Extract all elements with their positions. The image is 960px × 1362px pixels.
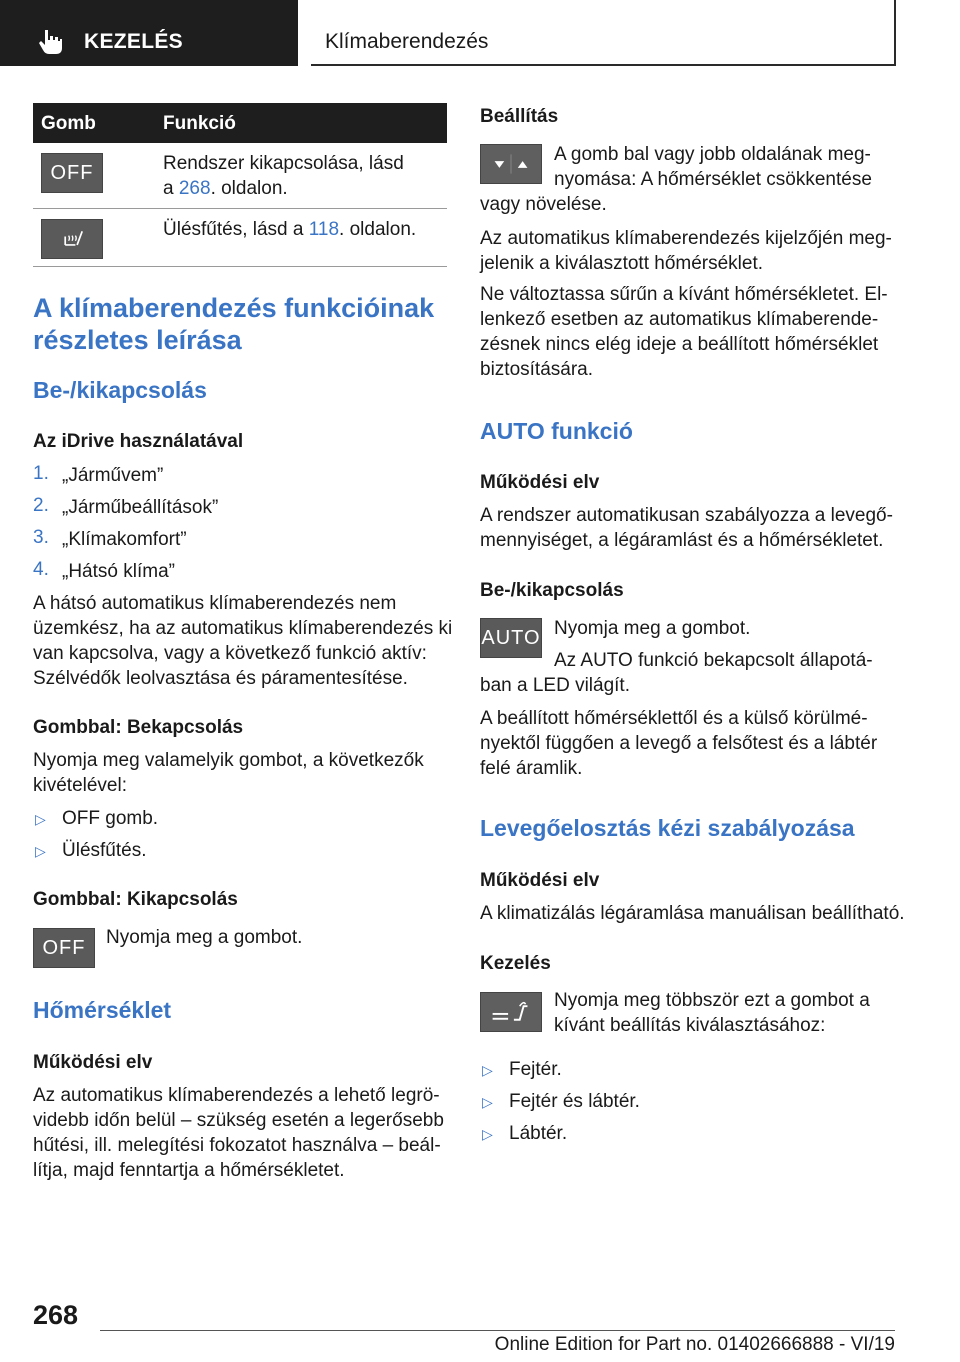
table-row	[33, 143, 447, 209]
footer-edition: Online Edition for Part no. 01402666888 - VI/19	[494, 1334, 895, 1355]
heading-idrive: Az iDrive használatával	[33, 431, 244, 452]
section-heading: A klímaberendezés funkcióinak részletes leírása	[33, 293, 435, 355]
page-link-118[interactable]: 118	[308, 219, 340, 240]
step-text: „Klímakomfort”	[62, 529, 187, 550]
step-number: 3.	[33, 527, 49, 548]
table-row	[33, 209, 447, 267]
paragraph: Az automatikus klímaberendezés kijelzőjén meg- jelenik a kiválasztott hőmérséklet.	[480, 228, 892, 274]
step-number: 1.	[33, 463, 49, 484]
hand-pointer-icon	[36, 26, 66, 56]
subheading-on-off: Be-/kikapcsolás	[33, 377, 207, 403]
off-button-image: OFF	[33, 928, 95, 968]
paragraph: A hátsó automatikus klímaberendezés nem üzemkész, ha az automatikus klímaberendezés ki van kapcsolva, vagy a következő funkció aktív: Szélvédők leolvasztása és páramentesítése.	[33, 593, 453, 689]
table-divider	[33, 266, 447, 267]
bullet-triangle-icon: ▷	[482, 1062, 493, 1078]
heading-on-off: Be-/kikapcsolás	[480, 580, 624, 601]
table-row-text: Rendszer kikapcsolása, lásd a 268. oldalon.	[163, 153, 404, 199]
bullet-triangle-icon: ▷	[482, 1094, 493, 1110]
auto-button-image: AUTO	[480, 618, 542, 658]
bullet-triangle-icon: ▷	[482, 1126, 493, 1142]
heading-setting: Beállítás	[480, 106, 559, 127]
heading-principle: Működési elv	[480, 472, 600, 493]
off-button-image: OFF	[41, 153, 103, 193]
step-text: „Hátsó klíma”	[62, 561, 175, 582]
step-number: 2.	[33, 495, 49, 516]
bullet-triangle-icon: ▷	[35, 811, 46, 827]
step-number: 4.	[33, 559, 49, 580]
setting-text: A gomb bal vagy jobb oldalának meg- nyomása: A hőmérséklet csökkentése	[554, 144, 872, 190]
distribution-text: Nyomja meg többször ezt a gombot a kívánt beállítás kiválasztásához:	[554, 990, 870, 1036]
page-number: 268	[33, 1300, 79, 1330]
heading-principle: Működési elv	[33, 1052, 153, 1073]
paragraph: A klimatizálás légáramlása manuálisan beállítható.	[480, 903, 905, 924]
paragraph: Nyomja meg valamelyik gombot, a következők kivételével:	[33, 750, 424, 796]
auto-text: Nyomja meg a gombot.	[554, 618, 751, 639]
subheading-air-distribution: Levegőelosztás kézi szabályozása	[480, 815, 855, 841]
step-text: „Járműbeállítások”	[62, 497, 219, 518]
section-title: KEZELÉS	[84, 30, 183, 53]
bullet-text: Fejtér és lábtér.	[509, 1091, 640, 1112]
paragraph: A rendszer automatikusan szabályozza a levegő- mennyiséget, a légáramlást és a hőmérsékletet.	[480, 505, 893, 551]
step-text: „Járművem”	[62, 465, 164, 486]
subheading-temperature: Hőmérséklet	[33, 997, 172, 1023]
heading-operation: Kezelés	[480, 953, 551, 974]
table-header	[33, 103, 447, 143]
bullet-text: Fejtér.	[509, 1059, 562, 1080]
table-header-button: Gomb	[41, 113, 96, 134]
chapter-title: Klímaberendezés	[325, 30, 489, 53]
temp-rocker-icon	[480, 144, 542, 184]
auto-text: Az AUTO funkció bekapcsolt állapotá-	[554, 650, 873, 671]
header-chapter-box	[311, 0, 896, 66]
subheading-auto: AUTO funkció	[480, 418, 633, 444]
page-link-268[interactable]: 268	[178, 178, 211, 199]
off-instruction: Nyomja meg a gombot.	[106, 927, 303, 948]
header-section-tab	[0, 0, 298, 66]
table-row-text: Ülésfűtés, lásd a 118. oldalon.	[163, 219, 417, 240]
paragraph: Ne változtassa sűrűn a kívánt hőmérsékletet. El- lenkező esetben az automatikus klímaberende- zésnek nincs elég ideje a beállított hőmérséklet biztosítására.	[480, 284, 888, 380]
heading-principle: Működési elv	[480, 870, 600, 891]
setting-text-cont: vagy növelése.	[480, 194, 607, 215]
table-header-function: Funkció	[163, 113, 236, 134]
heading-button-off: Gombbal: Kikapcsolás	[33, 889, 238, 910]
bullet-text: Lábtér.	[509, 1123, 568, 1144]
seat-heating-icon	[41, 219, 103, 259]
paragraph: A beállított hőmérséklettől és a külső körülmé- nyektől függően a levegő a felsőtest és a lábtér felé áramlik.	[480, 708, 878, 779]
bullet-text: OFF gomb.	[62, 808, 159, 829]
footer-divider	[100, 1330, 895, 1331]
bullet-text: Ülésfűtés.	[62, 840, 147, 861]
bullet-triangle-icon: ▷	[35, 843, 46, 859]
air-distribution-icon	[480, 992, 542, 1032]
auto-text-cont: ban a LED világít.	[480, 675, 630, 696]
paragraph: Az automatikus klímaberendezés a lehető legrö- videbb időn belül – szükség esetén a legerősebb hűtési, ill. melegítési fokozatot használva – beál- lítja, majd fenntartja a hőmérsékletet.	[33, 1085, 444, 1181]
heading-button-on: Gombbal: Bekapcsolás	[33, 717, 244, 738]
